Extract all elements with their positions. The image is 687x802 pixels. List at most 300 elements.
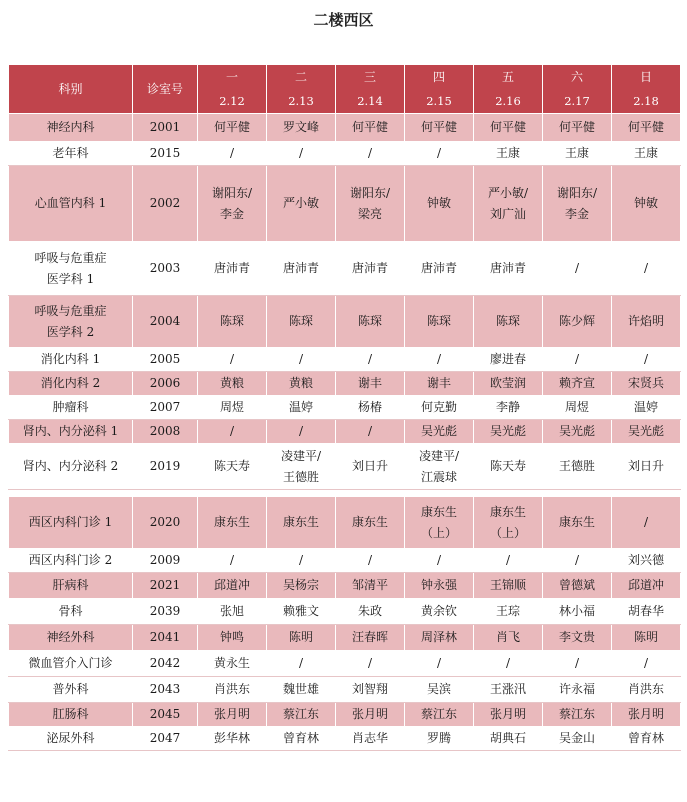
doctor-cell xyxy=(267,242,336,296)
doctor-cell xyxy=(198,142,267,166)
doctor-cell xyxy=(267,166,336,242)
table-row xyxy=(9,348,681,372)
doctor-cell xyxy=(198,242,267,296)
doctor-cell-line: 谢阳东/ xyxy=(349,185,391,200)
doctor-cell xyxy=(405,372,474,396)
doctor-cell-line: 宋贤兵 xyxy=(627,376,664,390)
dept-cell-line: 呼吸与危重症 xyxy=(34,303,107,318)
header-date: 2.17 xyxy=(564,94,590,108)
doctor-cell xyxy=(198,625,267,651)
doctor-cell xyxy=(267,114,336,142)
room-cell: 2019 xyxy=(133,444,198,490)
doctor-cell-line: 吴光彪 xyxy=(420,424,457,438)
doctor-cell xyxy=(267,625,336,651)
room-cell: 2002 xyxy=(133,166,198,242)
dept-cell-line: 肾内、内分泌科 1 xyxy=(22,424,119,438)
dept-cell xyxy=(9,651,133,677)
doctor-cell xyxy=(336,497,405,549)
dept-cell xyxy=(9,420,133,444)
room-cell: 2015 xyxy=(133,142,198,166)
doctor-cell-line: 王德胜 xyxy=(282,469,319,484)
doctor-cell xyxy=(543,573,612,599)
room-cell: 2005 xyxy=(133,348,198,372)
doctor-cell xyxy=(405,166,474,242)
doctor-cell-line: 许焰明 xyxy=(627,314,664,328)
table-row xyxy=(9,497,681,549)
dept-cell xyxy=(9,703,133,727)
doctor-cell xyxy=(405,296,474,348)
doctor-cell xyxy=(543,114,612,142)
doctor-cell xyxy=(336,599,405,625)
doctor-cell-line: 陈琛 xyxy=(357,314,382,328)
doctor-cell xyxy=(267,573,336,599)
doctor-cell xyxy=(474,651,543,677)
doctor-cell xyxy=(543,677,612,703)
dept-cell-line: 消化内科 2 xyxy=(40,376,101,390)
doctor-cell-line: 汪春晖 xyxy=(351,630,388,644)
doctor-cell-line: 钟鸣 xyxy=(219,630,244,644)
doctor-cell-line: 赖雅文 xyxy=(282,604,319,618)
doctor-cell-line: 温婷 xyxy=(633,400,658,414)
dept-cell-line: 肛肠科 xyxy=(52,707,89,721)
doctor-cell-line: 刘日升 xyxy=(627,459,664,473)
doctor-cell-line: 王锦顺 xyxy=(489,578,526,592)
doctor-cell-line: / xyxy=(367,424,373,438)
doctor-cell xyxy=(612,549,681,573)
doctor-cell-line: 胡典石 xyxy=(489,731,526,745)
dept-cell xyxy=(9,549,133,573)
doctor-cell-line: 胡春华 xyxy=(627,604,664,618)
doctor-cell-line: / xyxy=(436,656,442,670)
doctor-cell-line: / xyxy=(643,352,649,366)
doctor-cell-line: 廖进春 xyxy=(489,352,526,366)
doctor-cell xyxy=(612,497,681,549)
doctor-cell xyxy=(474,573,543,599)
doctor-cell-line: 周泽林 xyxy=(420,630,457,644)
doctor-cell xyxy=(543,372,612,396)
doctor-cell-line: 刘日升 xyxy=(351,459,388,473)
doctor-cell-line: / xyxy=(505,656,511,670)
table-row xyxy=(9,142,681,166)
doctor-cell xyxy=(543,166,612,242)
doctor-cell xyxy=(336,444,405,490)
room-cell: 2042 xyxy=(133,651,198,677)
header-weekday: 一 xyxy=(225,70,238,84)
doctor-cell xyxy=(474,114,543,142)
doctor-cell xyxy=(336,242,405,296)
doctor-cell xyxy=(474,420,543,444)
doctor-cell xyxy=(198,573,267,599)
doctor-cell-line: 唐沛青 xyxy=(213,261,250,275)
doctor-cell-line: 康东生 xyxy=(558,515,595,529)
doctor-cell-line: / xyxy=(298,656,304,670)
room-cell: 2006 xyxy=(133,372,198,396)
header-date: 2.12 xyxy=(219,94,245,108)
dept-cell-line: 神经外科 xyxy=(46,630,95,644)
header-weekday: 日 xyxy=(639,70,652,84)
header-day xyxy=(405,65,474,114)
doctor-cell xyxy=(543,599,612,625)
doctor-cell xyxy=(198,420,267,444)
doctor-cell xyxy=(198,549,267,573)
header-day xyxy=(267,65,336,114)
doctor-cell-line: 吴光彪 xyxy=(627,424,664,438)
doctor-cell-line: 陈天寿 xyxy=(489,459,526,473)
doctor-cell xyxy=(336,549,405,573)
doctor-cell-line: 黄永生 xyxy=(213,656,250,670)
doctor-cell-line: 何平健 xyxy=(627,120,664,134)
doctor-cell xyxy=(198,114,267,142)
schedule-table xyxy=(8,64,681,751)
doctor-cell-line: 李静 xyxy=(495,400,520,414)
dept-cell xyxy=(9,444,133,490)
doctor-cell xyxy=(543,727,612,751)
doctor-cell-line: 邱道冲 xyxy=(213,578,250,592)
doctor-cell-line: 何克勤 xyxy=(420,400,457,414)
doctor-cell-line: 欧莹润 xyxy=(489,376,526,390)
doctor-cell xyxy=(405,348,474,372)
doctor-cell xyxy=(198,599,267,625)
doctor-cell-line: （上） xyxy=(420,525,457,540)
doctor-cell-line: / xyxy=(574,261,580,275)
dept-cell-line: 呼吸与危重症 xyxy=(34,250,107,265)
doctor-cell xyxy=(543,296,612,348)
doctor-cell xyxy=(474,166,543,242)
doctor-cell-line: 王康 xyxy=(633,146,658,160)
doctor-cell-line: 李金 xyxy=(219,206,244,221)
doctor-cell xyxy=(405,444,474,490)
doctor-cell-line: 吴金山 xyxy=(558,731,595,745)
dept-cell xyxy=(9,348,133,372)
table-row xyxy=(9,372,681,396)
doctor-cell xyxy=(198,497,267,549)
schedule-body xyxy=(9,114,681,751)
doctor-cell-line: 蔡江东 xyxy=(420,707,457,721)
doctor-cell-line: 何平健 xyxy=(420,120,457,134)
dept-cell-line: 医学科 2 xyxy=(46,324,95,339)
doctor-cell-line: 王涨汛 xyxy=(489,682,526,696)
header-date: 2.18 xyxy=(633,94,659,108)
doctor-cell xyxy=(405,549,474,573)
doctor-cell xyxy=(474,444,543,490)
doctor-cell-line: / xyxy=(229,553,235,567)
doctor-cell xyxy=(405,396,474,420)
doctor-cell-line: 陈天寿 xyxy=(213,459,250,473)
doctor-cell xyxy=(405,625,474,651)
doctor-cell-line: 刘智翔 xyxy=(351,682,388,696)
doctor-cell xyxy=(267,599,336,625)
room-cell: 2007 xyxy=(133,396,198,420)
header-room: 诊室号 xyxy=(133,65,198,114)
doctor-cell-line: 唐沛青 xyxy=(489,261,526,275)
doctor-cell-line: 谢丰 xyxy=(357,376,382,390)
doctor-cell xyxy=(543,703,612,727)
doctor-cell-line: 康东生 xyxy=(489,504,526,519)
table-row xyxy=(9,396,681,420)
doctor-cell-line: 张旭 xyxy=(219,604,244,618)
doctor-cell-line: / xyxy=(643,515,649,529)
doctor-cell xyxy=(612,396,681,420)
doctor-cell-line: 刘广汕 xyxy=(489,206,526,221)
room-cell: 2004 xyxy=(133,296,198,348)
page-title: 二楼西区 xyxy=(313,11,374,29)
doctor-cell xyxy=(543,142,612,166)
table-row xyxy=(9,549,681,573)
doctor-cell xyxy=(405,651,474,677)
doctor-cell-line: / xyxy=(367,352,373,366)
table-row xyxy=(9,296,681,348)
room-cell: 2021 xyxy=(133,573,198,599)
doctor-cell xyxy=(336,727,405,751)
doctor-cell xyxy=(612,703,681,727)
doctor-cell xyxy=(198,372,267,396)
dept-cell-line: 西区内科门诊 1 xyxy=(28,515,113,529)
doctor-cell-line: 朱政 xyxy=(357,604,382,618)
dept-cell xyxy=(9,114,133,142)
doctor-cell-line: 曾育林 xyxy=(627,731,664,745)
doctor-cell xyxy=(543,420,612,444)
doctor-cell xyxy=(543,651,612,677)
doctor-cell-line: 陈琛 xyxy=(426,314,451,328)
doctor-cell-line: / xyxy=(298,553,304,567)
doctor-cell-line: 康东生 xyxy=(213,515,250,529)
doctor-cell xyxy=(612,242,681,296)
doctor-cell xyxy=(612,625,681,651)
doctor-cell xyxy=(474,348,543,372)
header-weekday: 四 xyxy=(432,70,445,84)
header-date: 2.16 xyxy=(495,94,521,108)
doctor-cell xyxy=(543,497,612,549)
doctor-cell-line: / xyxy=(574,553,580,567)
doctor-cell xyxy=(474,677,543,703)
doctor-cell-line: 钟永强 xyxy=(420,578,457,592)
doctor-cell-line: 吴滨 xyxy=(426,682,451,696)
doctor-cell-line: 谢阳东/ xyxy=(556,185,598,200)
doctor-cell-line: 陈琛 xyxy=(219,314,244,328)
doctor-cell-line: 刘兴德 xyxy=(627,553,664,567)
header-day xyxy=(612,65,681,114)
doctor-cell xyxy=(612,573,681,599)
doctor-cell xyxy=(198,166,267,242)
doctor-cell xyxy=(612,372,681,396)
doctor-cell xyxy=(198,651,267,677)
doctor-cell-line: / xyxy=(229,352,235,366)
doctor-cell-line: / xyxy=(298,424,304,438)
doctor-cell xyxy=(267,651,336,677)
doctor-cell xyxy=(543,625,612,651)
room-cell: 2003 xyxy=(133,242,198,296)
header-dept: 科别 xyxy=(9,65,133,114)
doctor-cell xyxy=(474,372,543,396)
doctor-cell-line: / xyxy=(436,553,442,567)
doctor-cell xyxy=(474,625,543,651)
doctor-cell xyxy=(405,727,474,751)
dept-cell-line: 西区内科门诊 2 xyxy=(28,553,113,567)
doctor-cell-line: 杨椿 xyxy=(357,400,382,414)
doctor-cell-line: / xyxy=(229,424,235,438)
doctor-cell-line: / xyxy=(574,352,580,366)
doctor-cell-line: 林小福 xyxy=(558,604,595,618)
header-day xyxy=(543,65,612,114)
doctor-cell-line: 赖齐宣 xyxy=(558,376,595,390)
doctor-cell xyxy=(267,727,336,751)
doctor-cell xyxy=(543,549,612,573)
dept-cell-line: 心血管内科 1 xyxy=(34,196,107,210)
doctor-cell xyxy=(474,703,543,727)
doctor-cell xyxy=(267,372,336,396)
doctor-cell xyxy=(198,727,267,751)
table-row xyxy=(9,625,681,651)
doctor-cell-line: 梁亮 xyxy=(357,206,382,221)
doctor-cell-line: 黄余钦 xyxy=(420,604,457,618)
dept-cell xyxy=(9,497,133,549)
doctor-cell xyxy=(336,114,405,142)
table-row xyxy=(9,166,681,242)
table-row xyxy=(9,703,681,727)
doctor-cell-line: 罗文峰 xyxy=(282,120,319,134)
section-gap-cell xyxy=(9,490,681,497)
doctor-cell xyxy=(405,703,474,727)
doctor-cell-line: 张月明 xyxy=(213,707,250,721)
doctor-cell xyxy=(336,166,405,242)
doctor-cell-line: 康东生 xyxy=(282,515,319,529)
doctor-cell-line: 周煜 xyxy=(564,400,589,414)
doctor-cell xyxy=(405,573,474,599)
doctor-cell-line: 蔡江东 xyxy=(558,707,595,721)
doctor-cell-line: 陈琛 xyxy=(288,314,313,328)
doctor-cell xyxy=(336,573,405,599)
doctor-cell-line: 肖飞 xyxy=(495,630,520,644)
table-row xyxy=(9,599,681,625)
doctor-cell-line: （上） xyxy=(489,525,526,540)
doctor-cell xyxy=(405,677,474,703)
doctor-cell-line: 王康 xyxy=(564,146,589,160)
dept-cell-line: 医学科 1 xyxy=(46,271,95,286)
doctor-cell xyxy=(612,166,681,242)
doctor-cell xyxy=(474,242,543,296)
dept-cell-line: 普外科 xyxy=(52,682,89,696)
doctor-cell-line: 蔡江东 xyxy=(282,707,319,721)
doctor-cell xyxy=(336,348,405,372)
doctor-cell xyxy=(198,296,267,348)
dept-cell-line: 肿瘤科 xyxy=(52,400,89,414)
doctor-cell xyxy=(267,703,336,727)
doctor-cell-line: 肖洪东 xyxy=(627,682,664,696)
doctor-cell-line: 张月明 xyxy=(351,707,388,721)
dept-cell xyxy=(9,396,133,420)
doctor-cell xyxy=(612,114,681,142)
header-date: 2.13 xyxy=(288,94,314,108)
doctor-cell-line: 肖志华 xyxy=(351,731,388,745)
dept-cell xyxy=(9,142,133,166)
doctor-cell xyxy=(336,372,405,396)
header-date: 2.14 xyxy=(357,94,383,108)
doctor-cell xyxy=(267,296,336,348)
room-cell: 2020 xyxy=(133,497,198,549)
doctor-cell-line: 黄粮 xyxy=(219,376,244,390)
doctor-cell-line: 何平健 xyxy=(213,120,250,134)
dept-cell xyxy=(9,242,133,296)
table-row xyxy=(9,677,681,703)
doctor-cell-line: / xyxy=(436,146,442,160)
doctor-cell-line: 许永福 xyxy=(558,682,595,696)
doctor-cell xyxy=(336,677,405,703)
room-cell: 2041 xyxy=(133,625,198,651)
doctor-cell-line: 魏世雄 xyxy=(282,682,319,696)
doctor-cell-line: 凌建平/ xyxy=(280,448,322,463)
doctor-cell xyxy=(612,599,681,625)
doctor-cell-line: 王康 xyxy=(495,146,520,160)
room-cell: 2009 xyxy=(133,549,198,573)
doctor-cell xyxy=(267,142,336,166)
doctor-cell xyxy=(336,396,405,420)
doctor-cell xyxy=(405,142,474,166)
doctor-cell-line: 陈琛 xyxy=(495,314,520,328)
doctor-cell-line: / xyxy=(298,146,304,160)
doctor-cell xyxy=(612,348,681,372)
section-gap xyxy=(9,490,681,497)
doctor-cell xyxy=(612,677,681,703)
table-row xyxy=(9,651,681,677)
doctor-cell xyxy=(405,599,474,625)
doctor-cell xyxy=(198,677,267,703)
dept-cell-line: 肾内、内分泌科 2 xyxy=(22,459,119,473)
doctor-cell xyxy=(474,497,543,549)
doctor-cell xyxy=(405,114,474,142)
doctor-cell xyxy=(543,348,612,372)
room-cell: 2001 xyxy=(133,114,198,142)
doctor-cell-line: 严小敏 xyxy=(282,196,319,210)
doctor-cell xyxy=(336,296,405,348)
doctor-cell-line: 张月明 xyxy=(627,707,664,721)
doctor-cell xyxy=(474,599,543,625)
dept-cell-line: 肝病科 xyxy=(52,578,89,592)
header-weekday: 六 xyxy=(570,70,583,84)
doctor-cell-line: 吴杨宗 xyxy=(282,578,319,592)
table-row xyxy=(9,573,681,599)
header-day xyxy=(198,65,267,114)
doctor-cell-line: / xyxy=(367,656,373,670)
doctor-cell-line: 邱道冲 xyxy=(627,578,664,592)
room-cell: 2047 xyxy=(133,727,198,751)
doctor-cell-line: 何平健 xyxy=(558,120,595,134)
doctor-cell-line: 肖洪东 xyxy=(213,682,250,696)
doctor-cell-line: 邹清平 xyxy=(351,578,388,592)
doctor-cell-line: 王琮 xyxy=(495,604,520,618)
doctor-cell xyxy=(336,703,405,727)
dept-cell-line: 泌尿外科 xyxy=(46,731,95,745)
doctor-cell-line: / xyxy=(367,553,373,567)
table-row xyxy=(9,420,681,444)
header-day xyxy=(336,65,405,114)
table-row xyxy=(9,444,681,490)
room-cell: 2008 xyxy=(133,420,198,444)
doctor-cell-line: / xyxy=(367,146,373,160)
header-date: 2.15 xyxy=(426,94,452,108)
doctor-cell xyxy=(612,142,681,166)
dept-cell xyxy=(9,727,133,751)
doctor-cell xyxy=(612,727,681,751)
doctor-cell xyxy=(267,444,336,490)
doctor-cell-line: / xyxy=(505,553,511,567)
dept-cell-line: 消化内科 1 xyxy=(40,352,101,366)
header-weekday: 三 xyxy=(363,70,376,84)
doctor-cell-line: 陈明 xyxy=(633,630,658,644)
room-cell: 2039 xyxy=(133,599,198,625)
doctor-cell xyxy=(474,727,543,751)
doctor-cell xyxy=(267,396,336,420)
table-row xyxy=(9,114,681,142)
